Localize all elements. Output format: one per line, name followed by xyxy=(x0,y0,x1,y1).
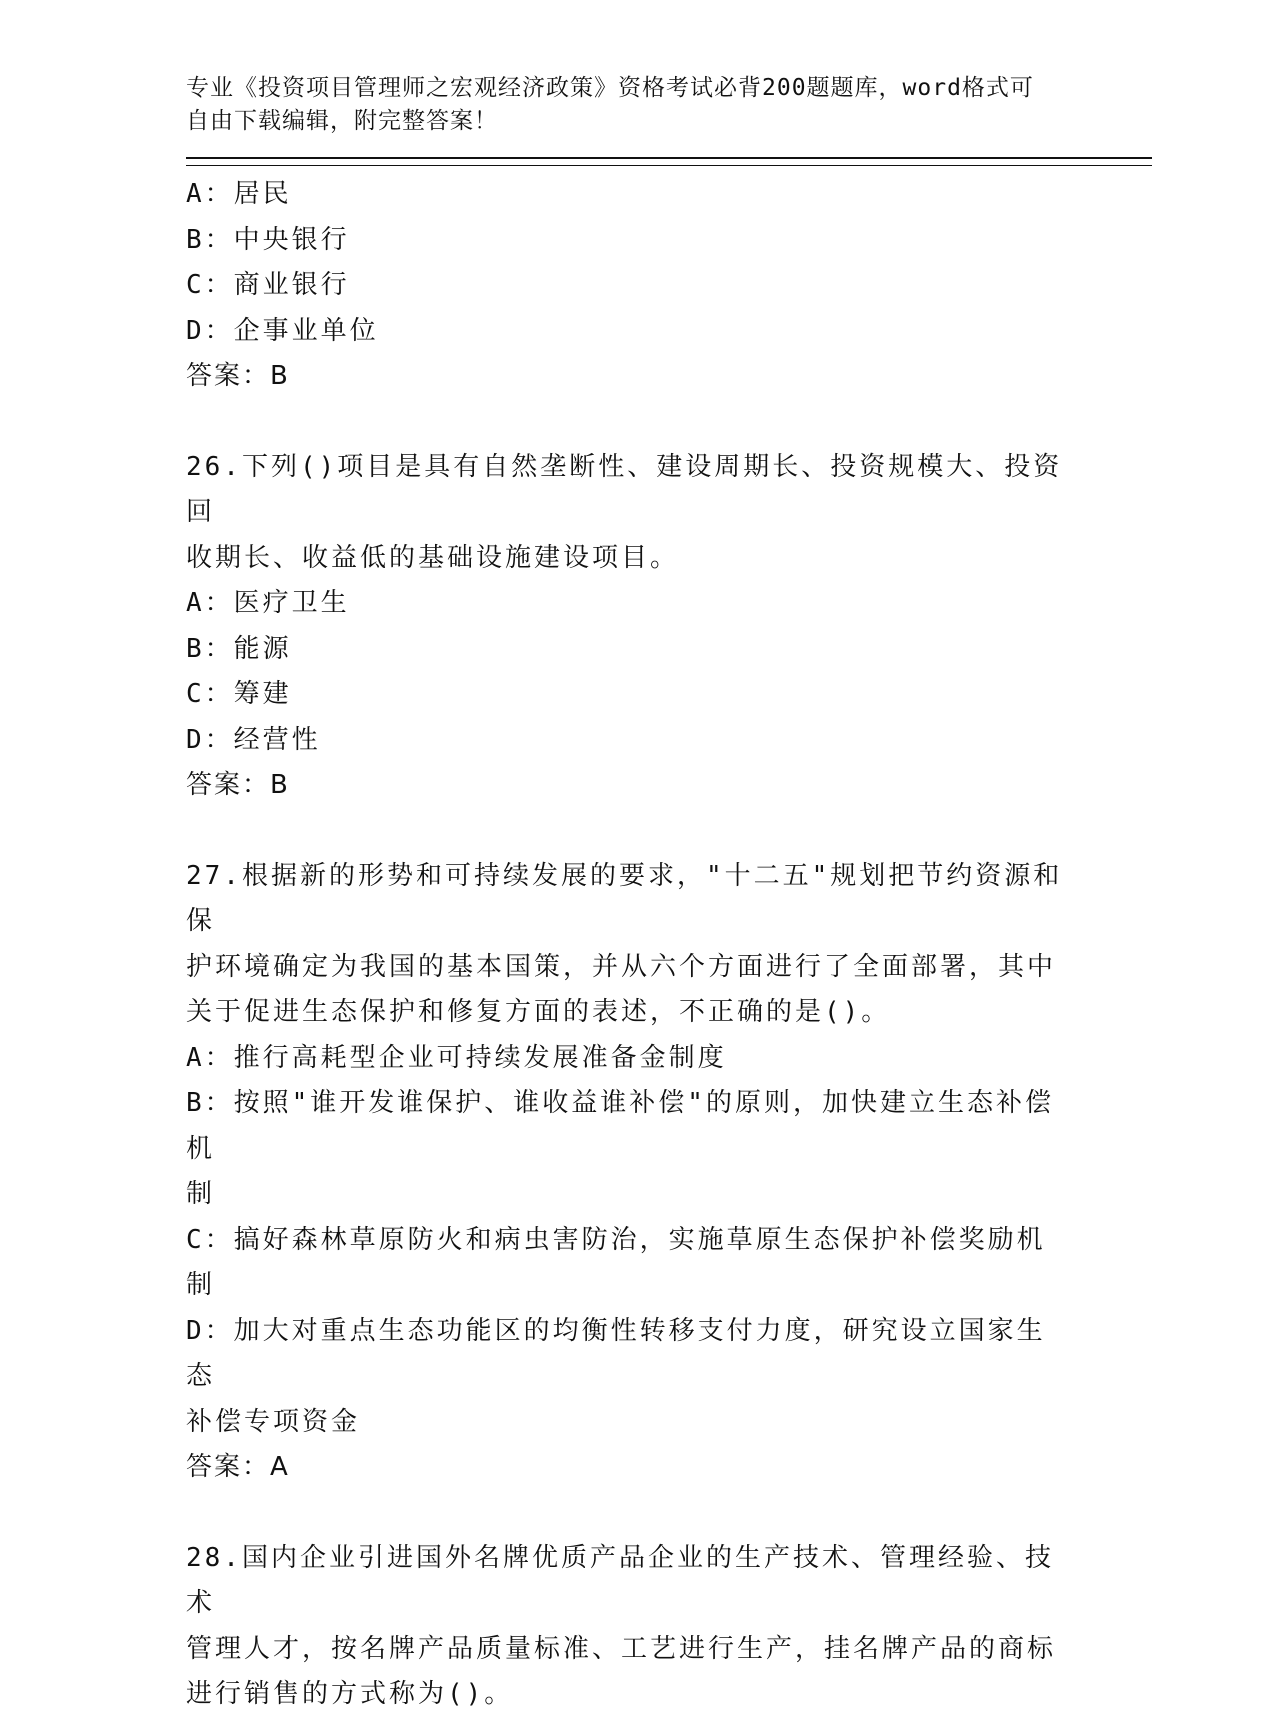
question-stem-line: 关于促进生态保护和修复方面的表述，不正确的是()。 xyxy=(186,997,891,1027)
question-stem-line: 进行销售的方式称为()。 xyxy=(186,1679,514,1709)
option-a: A：居民 xyxy=(186,179,292,209)
option-b-continued: 制 xyxy=(186,1179,216,1209)
answer: 答案：B xyxy=(186,770,290,800)
question-stem-line: 28.国内企业引进国外名牌优质产品企业的生产技术、管理经验、技术 xyxy=(186,1542,1054,1618)
question-28 xyxy=(186,1536,1066,1718)
option-d: D：加大对重点生态功能区的均衡性转移支付力度，研究设立国家生态 xyxy=(186,1315,1046,1391)
option-c: C：筹建 xyxy=(186,679,292,709)
option-d: D：企事业单位 xyxy=(186,315,379,346)
question-stem-line: 管理人才，按名牌产品质量标准、工艺进行生产，挂名牌产品的商标 xyxy=(186,1633,1057,1664)
option-d: D：经营性 xyxy=(186,724,321,755)
answer: 答案：A xyxy=(186,1452,290,1482)
answer: 答案：B xyxy=(186,361,290,391)
header-divider xyxy=(186,157,1152,166)
question-27 xyxy=(186,854,1066,1491)
question-25 xyxy=(186,172,1066,400)
question-stem-line: 收期长、收益低的基础设施建设项目。 xyxy=(186,542,680,573)
option-a: A：医疗卫生 xyxy=(186,588,350,618)
option-d-continued: 补偿专项资金 xyxy=(186,1406,361,1437)
question-stem-line: 护环境确定为我国的基本国策，并从六个方面进行了全面部署，其中 xyxy=(186,951,1057,982)
question-list xyxy=(186,172,1066,1718)
header-line-2: 自由下载编辑，附完整答案！ xyxy=(186,108,498,134)
option-b: B：能源 xyxy=(186,633,292,664)
document-header xyxy=(186,72,1066,138)
option-b: B：中央银行 xyxy=(186,224,350,255)
question-stem-line: 26.下列()项目是具有自然垄断性、建设周期长、投资规模大、投资回 xyxy=(186,451,1063,527)
document-page xyxy=(186,72,1146,1718)
option-c: C：搞好森林草原防火和病虫害防治，实施草原生态保护补偿奖励机制 xyxy=(186,1224,1046,1300)
question-stem-line: 27.根据新的形势和可持续发展的要求，"十二五"规划把节约资源和保 xyxy=(186,860,1063,936)
question-26 xyxy=(186,445,1066,809)
header-line-1: 专业《投资项目管理师之宏观经济政策》资格考试必背200题题库，word格式可 xyxy=(186,75,1034,101)
option-a: A：推行高耗型企业可持续发展准备金制度 xyxy=(186,1042,727,1073)
option-b: B：按照"谁开发谁保护、谁收益谁补偿"的原则，加快建立生态补偿机 xyxy=(186,1088,1054,1164)
option-c: C：商业银行 xyxy=(186,270,350,300)
